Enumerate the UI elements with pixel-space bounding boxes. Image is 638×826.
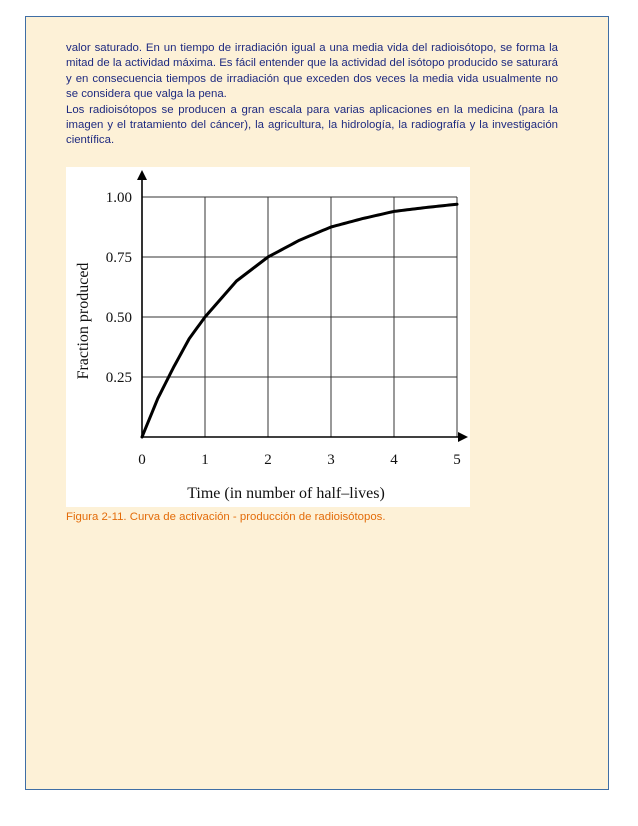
y-axis-label: Fraction produced [75,262,92,380]
x-axis-arrow [458,432,468,442]
y-tick-label: 1.00 [105,190,132,206]
x-tick-label: 1 [201,452,209,468]
x-axis-label: Time (in number of half–lives) [187,485,385,502]
x-tick-label: 3 [327,452,335,468]
activation-curve-figure [66,167,470,507]
y-tick-label: 0.75 [105,250,132,266]
x-tick-label: 0 [138,452,146,468]
y-tick-label: 0.25 [105,370,132,386]
y-axis-arrow [137,170,147,180]
y-tick-label: 0.50 [105,310,132,326]
activation-curve-chart [66,167,470,507]
paragraph-saturation: valor saturado. En un tiempo de irradiación igual a una media vida del radioisótopo, se forma la mitad de la actividad máxima. Es fácil entender que la actividad del isótopo producido se saturará y en consecuencia tiempos de irradiación que exceden dos veces la media vida usualmente no se considera que valga la pena. [66,42,558,101]
paragraph-applications: Los radioisótopos se producen a gran escala para varias aplicaciones en la medicina (para la imagen y el tratamiento del cáncer), la agricultura, la hidrología, la radiografía y la investigación científica. [66,103,558,147]
x-tick-label: 5 [453,452,461,468]
body-text [66,41,558,149]
x-tick-label: 4 [390,452,398,468]
page-frame [25,16,609,790]
activation-curve-line [142,204,457,437]
figure-caption: Figura 2-11. Curva de activación - producción de radioisótopos. [66,511,386,523]
x-tick-label: 2 [264,452,272,468]
